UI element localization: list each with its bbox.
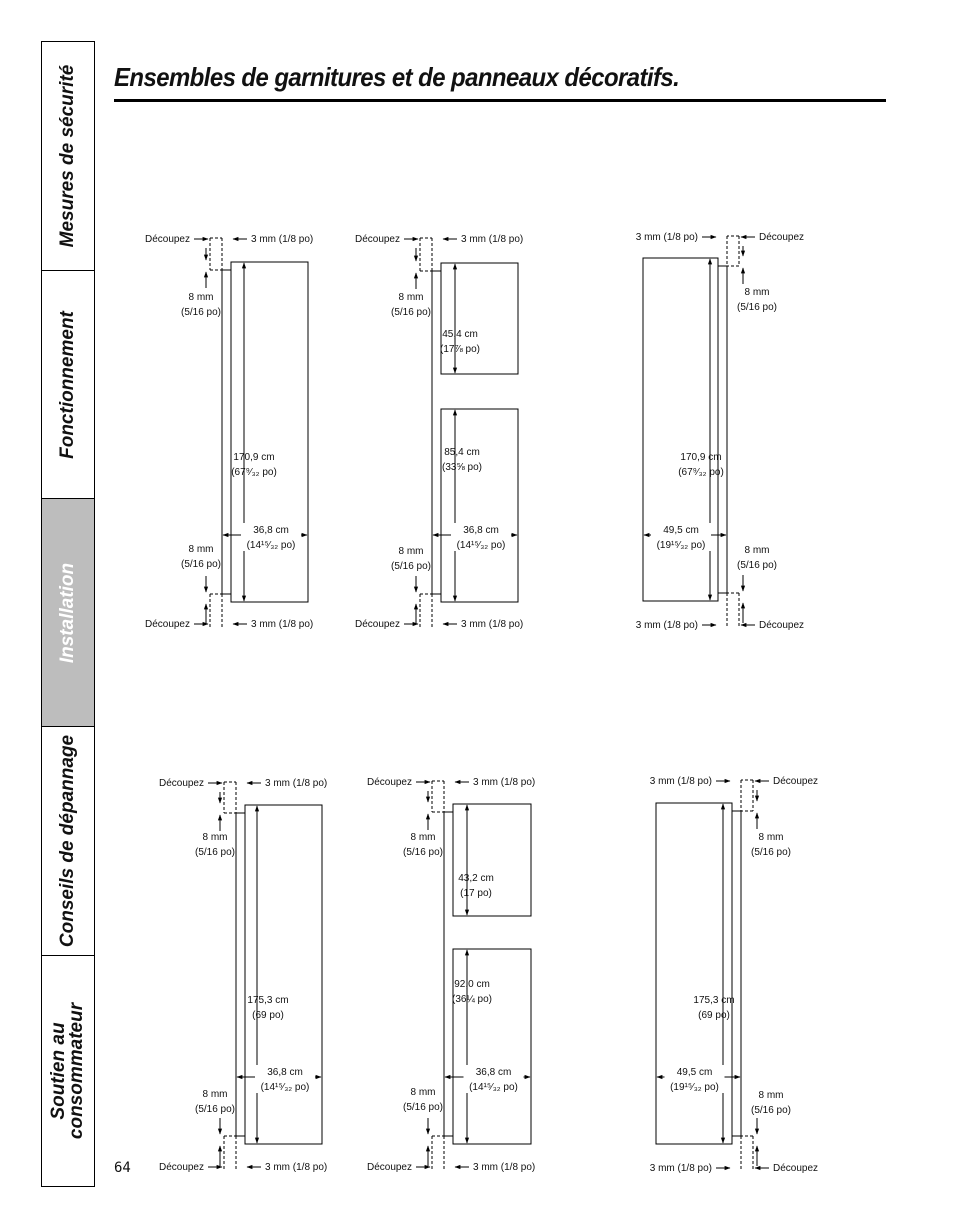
cut-label-bottom: Découpez [158,1162,204,1173]
notch-label-top-value: 8 mm [398,292,424,303]
height-dimension-label-inches: (69 po) [252,1010,284,1021]
height-dimension-label-inches: (69 po) [698,1010,730,1021]
height-dimension-label-value: 45,4 cm [442,329,478,340]
cut-label-top: Découpez [366,777,412,788]
width-dimension-label-inches: (19¹⁵⁄₃₂ po) [656,540,706,551]
height-dimension-label-value: 85,4 cm [444,447,480,458]
notch-label-top-value: 8 mm [188,292,214,303]
notch-label-top-inches: (5/16 po) [402,847,444,858]
height-dimension-label-inches: (67⁹⁄₃₂ po) [231,467,277,478]
gap-label-top: 3 mm (1/8 po) [461,234,524,245]
width-dimension-label-inches: (14¹⁵⁄₃₂ po) [246,540,296,551]
cut-label-bottom: Découpez [144,619,190,630]
notch-label-bottom-value: 8 mm [758,1090,784,1101]
cut-label-bottom: Découpez [759,620,805,631]
width-dimension-label-inches: (19¹⁵⁄₃₂ po) [670,1082,719,1093]
notch-label-bottom-value: 8 mm [398,546,424,557]
gap-label-top: 3 mm (1/8 po) [635,232,698,243]
tab-label: Conseils de dépannage [57,734,78,948]
width-dimension-label-value: 49,5 cm [676,1067,713,1078]
notch-label-top-inches: (5/16 po) [180,307,222,318]
gap-label-bottom: 3 mm (1/8 po) [251,619,314,630]
notch-label-bottom-value: 8 mm [744,545,770,556]
cut-label-top: Découpez [144,234,190,245]
height-dimension-label-inches: (36¼ po) [451,994,493,1005]
cut-label-bottom: Découpez [366,1162,412,1173]
width-dimension-label-inches: (14¹⁵⁄₃₂ po) [456,540,506,551]
cut-label-top: Découpez [158,778,204,789]
width-dimension-label-value: 36,8 cm [253,525,289,536]
width-dimension-label-value: 49,5 cm [663,525,699,536]
notch-label-bottom-value: 8 mm [410,1087,436,1098]
notch-label-bottom-value: 8 mm [188,544,214,555]
panel-outline [453,804,531,916]
width-dimension-label-value: 36,8 cm [463,525,499,536]
gap-label-top: 3 mm (1/8 po) [265,778,328,789]
height-dimension-label-value: 170,9 cm [680,452,722,463]
gap-label-bottom: 3 mm (1/8 po) [461,619,524,630]
cut-label-top: Découpez [773,776,819,787]
notch-label-top-value: 8 mm [758,832,784,843]
page-number: 64 [114,1160,131,1176]
height-dimension-label-inches: (67⁹⁄₃₂ po) [678,467,724,478]
height-dimension-label-value: 170,9 cm [233,452,275,463]
height-dimension-label-inches: (17 po) [460,888,492,899]
tab-label: Soutien au consommateur [48,1002,87,1140]
notch-label-bottom-value: 8 mm [202,1089,228,1100]
height-dimension-label-value: 175,3 cm [247,995,289,1006]
notch-label-top-inches: (5/16 po) [390,307,432,318]
gap-label-bottom: 3 mm (1/8 po) [473,1162,536,1173]
gap-label-top: 3 mm (1/8 po) [649,776,712,787]
notch-label-top-value: 8 mm [744,287,770,298]
width-dimension-label-inches: (14¹⁵⁄₃₂ po) [260,1082,310,1093]
notch-label-bottom-inches: (5/16 po) [736,560,778,571]
notch-label-top-inches: (5/16 po) [750,847,792,858]
gap-label-bottom: 3 mm (1/8 po) [635,620,698,631]
height-dimension-label-value: 43,2 cm [458,873,494,884]
notch-label-bottom-inches: (5/16 po) [180,559,222,570]
page-title: Ensembles de garnitures et de panneaux décoratifs. [114,62,680,92]
height-dimension-label-inches: (17⅞ po) [439,344,481,355]
tab-label: Mesures de sécurité [57,64,78,248]
gap-label-top: 3 mm (1/8 po) [251,234,314,245]
height-dimension-label-value: 92,0 cm [454,979,490,990]
cut-label-bottom: Découpez [354,619,400,630]
notch-label-bottom-inches: (5/16 po) [402,1102,444,1113]
cut-label-top: Découpez [759,232,805,243]
tab-label: Installation [57,562,78,663]
width-dimension-label-value: 36,8 cm [267,1067,303,1078]
width-dimension-label-inches: (14¹⁵⁄₃₂ po) [469,1082,518,1093]
height-dimension-label-value: 175,3 cm [693,995,735,1006]
height-dimension-label-inches: (33⅝ po) [441,462,483,473]
cut-label-top: Découpez [354,234,400,245]
gap-label-bottom: 3 mm (1/8 po) [265,1162,328,1173]
notch-label-top-inches: (5/16 po) [736,302,778,313]
tab-label: Fonctionnement [57,310,78,459]
notch-label-bottom-inches: (5/16 po) [750,1105,792,1116]
panel-outline [441,263,518,374]
gap-label-bottom: 3 mm (1/8 po) [649,1163,712,1174]
notch-label-top-value: 8 mm [202,832,228,843]
notch-label-top-inches: (5/16 po) [194,847,236,858]
notch-label-bottom-inches: (5/16 po) [390,561,432,572]
cut-label-bottom: Découpez [773,1163,819,1174]
notch-label-bottom-inches: (5/16 po) [194,1104,236,1115]
panel-outline [441,409,518,602]
gap-label-top: 3 mm (1/8 po) [473,777,536,788]
width-dimension-label-value: 36,8 cm [475,1067,512,1078]
notch-label-top-value: 8 mm [410,832,436,843]
